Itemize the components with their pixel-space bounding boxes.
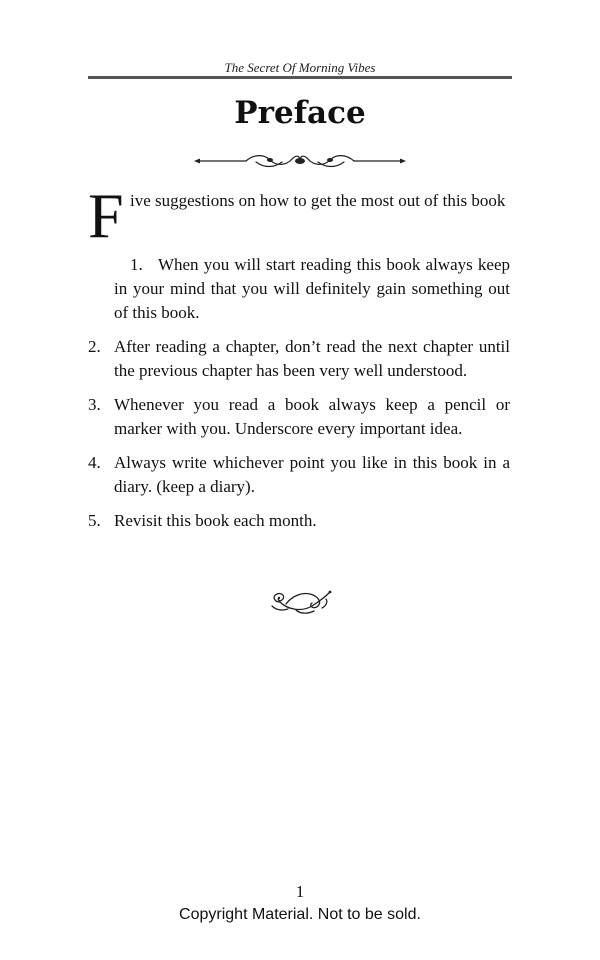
list-item-number: 3. (88, 395, 101, 414)
page-title: Preface (234, 95, 366, 131)
list-item (88, 335, 510, 383)
list-item-number: 2. (88, 337, 101, 356)
list-item (88, 509, 510, 533)
intro-text: ive suggestions on how to get the most out of this book (130, 191, 506, 210)
list-item (88, 393, 510, 441)
flourish-divider-icon (194, 150, 406, 172)
preface-body (88, 180, 510, 543)
intro-paragraph (88, 180, 510, 251)
list-item-number: 1. (130, 255, 143, 274)
list-item-text: After reading a chapter, don’t read the next chapter until the previous chapter has been very well understood. (114, 337, 510, 380)
header-rule (88, 76, 512, 79)
page-number: 1 (295, 882, 305, 901)
swirl-ornament-icon (266, 586, 334, 618)
running-header: The Secret Of Morning Vibes (224, 60, 376, 75)
list-item-number: 5. (88, 511, 101, 530)
list-item-text: Whenever you read a book always keep a pencil or marker with you. Underscore every important idea. (114, 395, 510, 438)
copyright-notice: Copyright Material. Not to be sold. (179, 906, 421, 923)
list-item-text: Always write whichever point you like in this book in a diary. (keep a diary). (114, 453, 510, 496)
list-item-text: When you will start reading this book always keep in your mind that you will definitely gain something out of this book. (114, 255, 510, 322)
drop-cap: F (88, 180, 124, 251)
list-item-number: 4. (88, 453, 101, 472)
list-item-text: Revisit this book each month. (114, 511, 317, 530)
list-item (88, 253, 510, 325)
list-item (88, 451, 510, 499)
